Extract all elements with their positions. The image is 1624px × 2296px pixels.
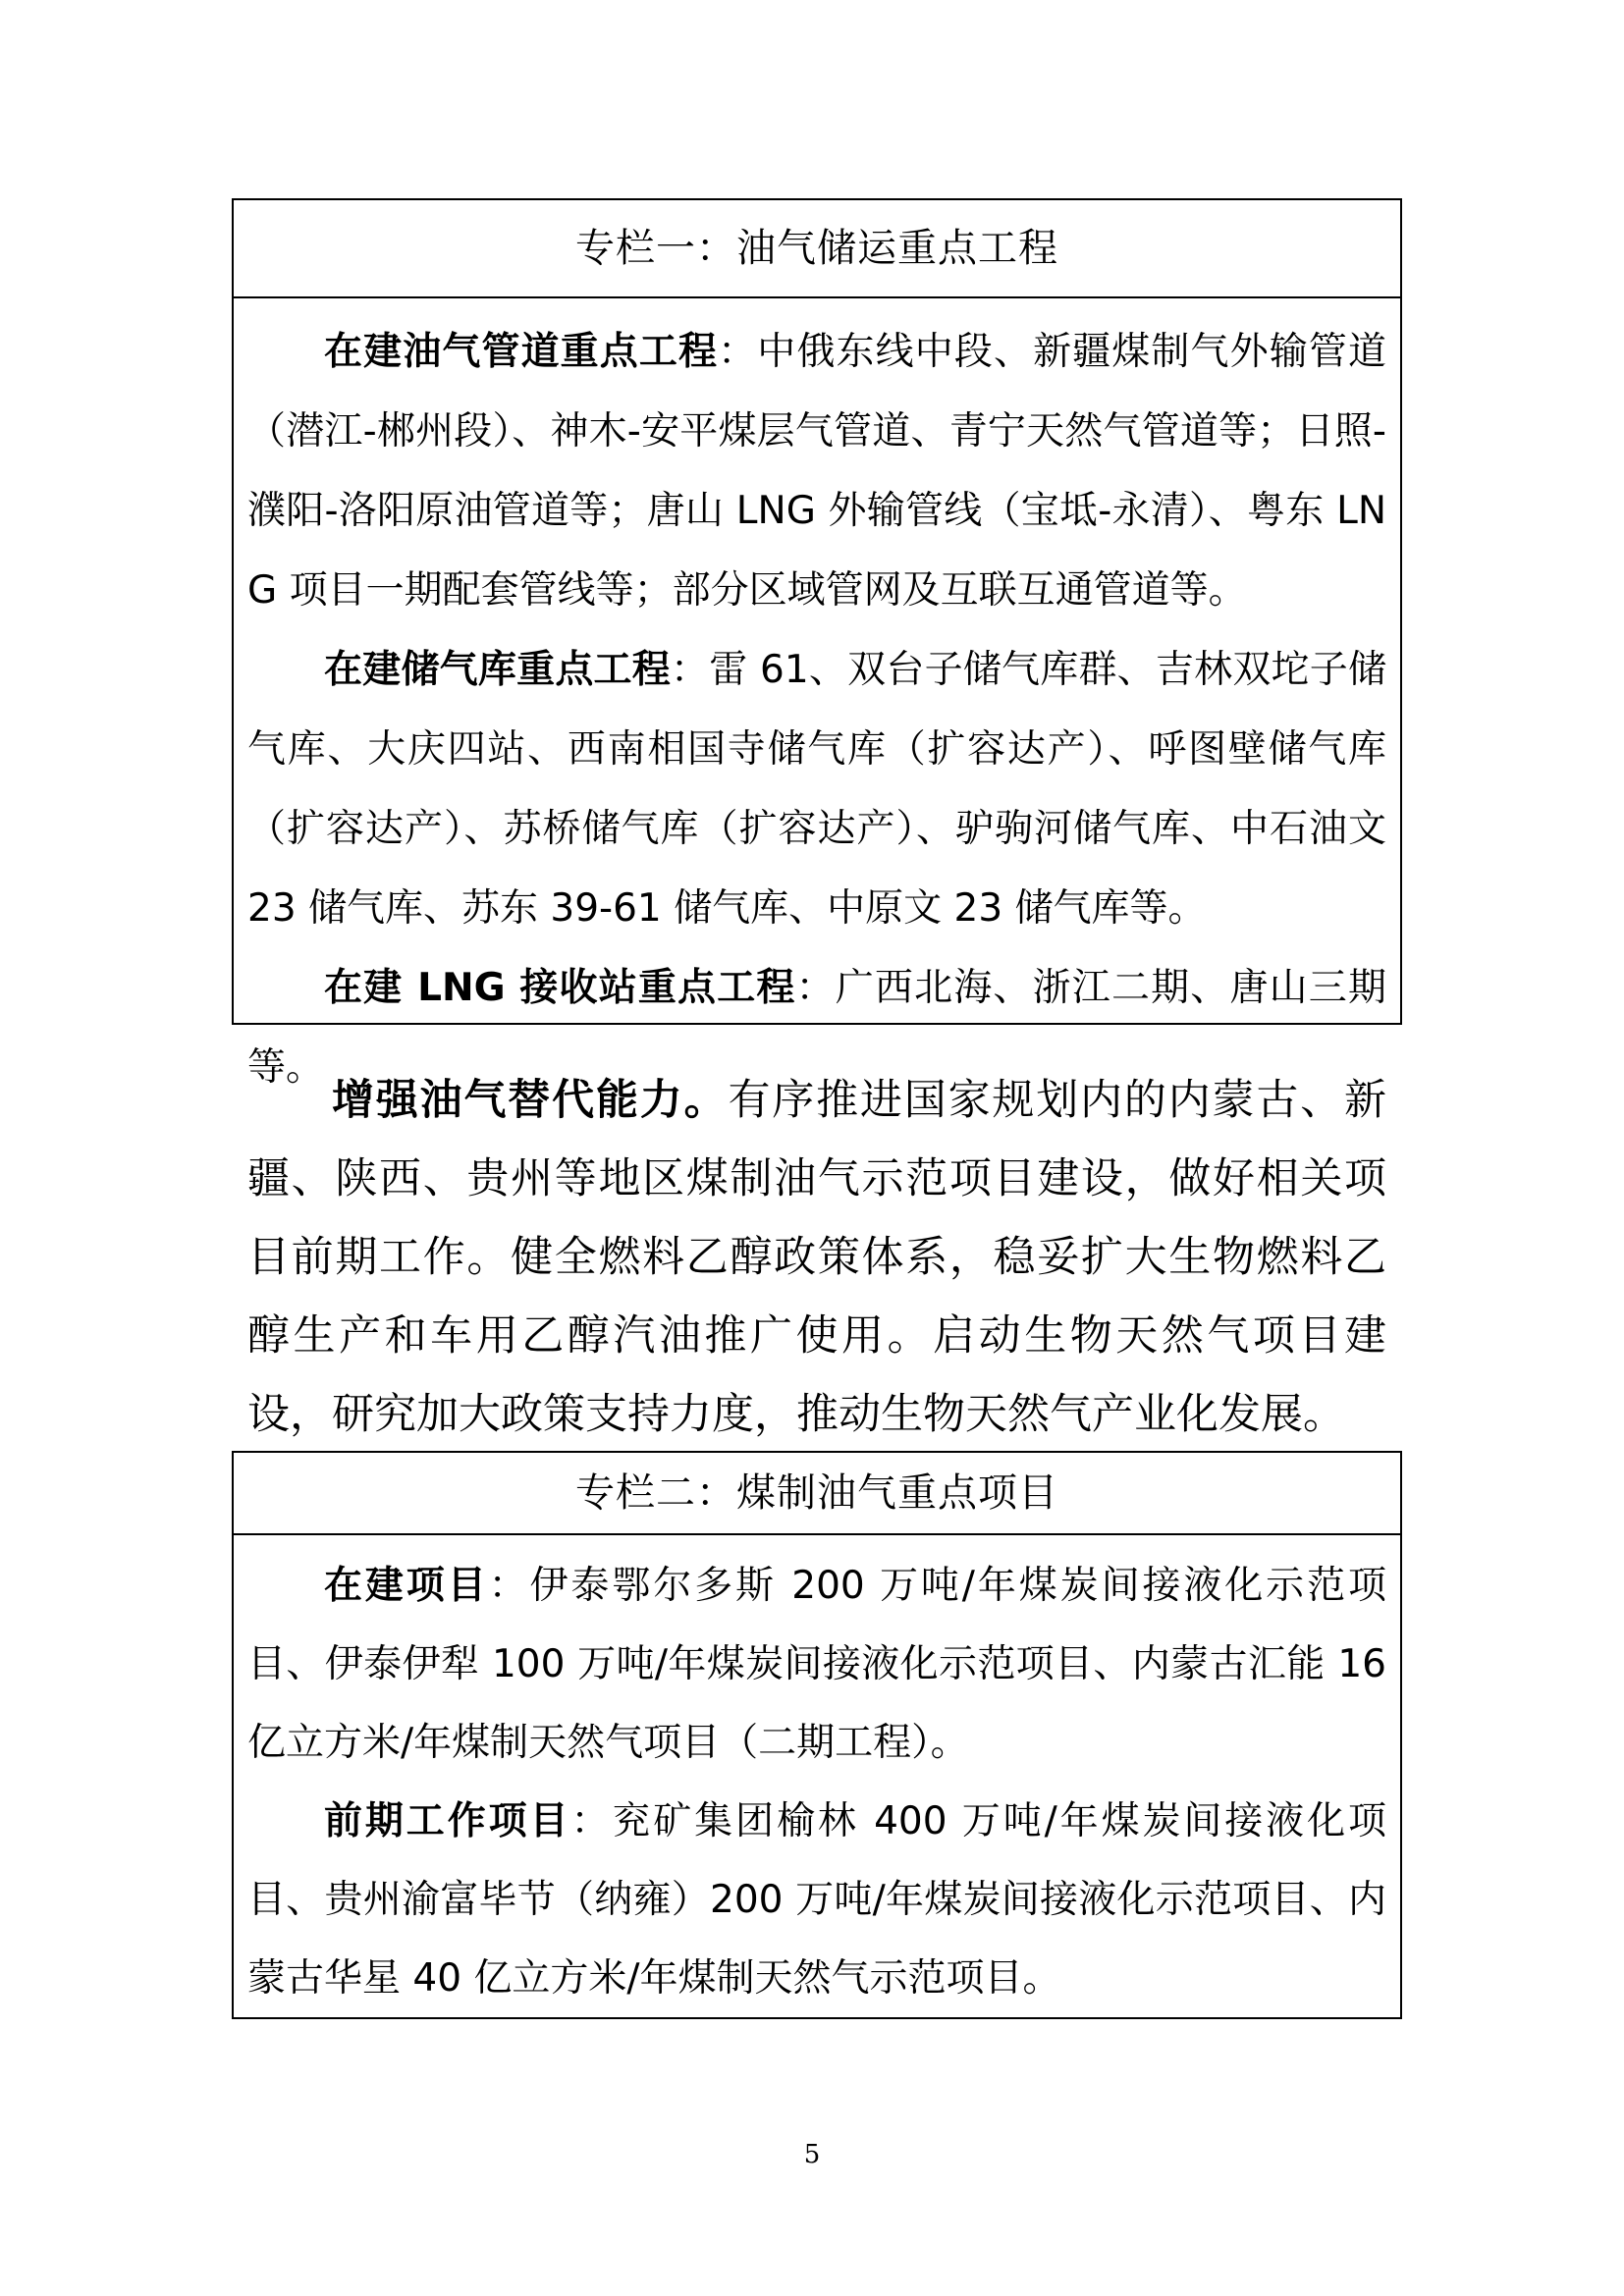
paragraph-text: ：中俄东线中段、新疆煤制气外输管道（潜江-郴州段）、神木-安平煤层气管道、青宁天然气管道等；日照-濮阳-洛阳原油管道等；唐山 LNG 外输管线（宝坻-永清）、粤东 LNG 项目一期配套管线等；部分区域管网及互联互通管道等。 xyxy=(247,330,1386,613)
page-number: 5 xyxy=(803,2140,821,2169)
paragraph-text: ：雷 61、双台子储气库群、吉林双坨子储气库、大庆四站、西南相国寺储气库（扩容达产）、呼图壁储气库（扩容达产）、苏桥储气库（扩容达产）、驴驹河储气库、中石油文 23 储气库、苏东 39-61 储气库、中原文 23 储气库等。 xyxy=(247,648,1386,931)
column-title: 专栏一：油气储运重点工程 xyxy=(234,200,1400,298)
column-body xyxy=(234,298,1400,1107)
paragraph-text: ：兖矿集团榆林 400 万吨/年煤炭间接液化项目、贵州渝富毕节（纳雍）200 万吨/年煤炭间接液化示范项目、内蒙古华星 40 亿立方米/年煤制天然气示范项目。 xyxy=(247,1799,1386,2001)
paragraph-lead: 在建 LNG 接收站重点工程 xyxy=(324,966,796,1010)
column-paragraph xyxy=(247,1783,1386,2018)
column-paragraph xyxy=(247,1547,1386,1783)
column-body xyxy=(234,1535,1400,2018)
column-title: 专栏二：煤制油气重点项目 xyxy=(234,1453,1400,1535)
body-paragraph xyxy=(247,1061,1386,1454)
column-box-coal-to-oil-gas xyxy=(232,1451,1402,2019)
paragraph-lead: 在建油气管道重点工程 xyxy=(324,330,719,374)
column-paragraph xyxy=(247,630,1386,948)
paragraph-text: ：伊泰鄂尔多斯 200 万吨/年煤炭间接液化示范项目、伊泰伊犁 100 万吨/年煤炭间接液化示范项目、内蒙古汇能 16 亿立方米/年煤制天然气项目（二期工程）。 xyxy=(247,1564,1386,1765)
column-box-oil-gas-storage xyxy=(232,198,1402,1090)
paragraph-text: ：广西北海、浙江二期、唐山三期等。 xyxy=(247,966,1386,1090)
paragraph-lead: 增强油气替代能力。 xyxy=(332,1076,729,1125)
paragraph-lead: 在建储气库重点工程 xyxy=(324,648,671,692)
column-paragraph xyxy=(247,312,1386,630)
paragraph-text: 有序推进国家规划内的内蒙古、新疆、陕西、贵州等地区煤制油气示范项目建设，做好相关项目前期工作。健全燃料乙醇政策体系，稳妥扩大生物燃料乙醇生产和车用乙醇汽油推广使用。启动生物天然气项目建设，研究加大政策支持力度，推动生物天然气产业化发展。 xyxy=(247,1076,1387,1439)
paragraph-lead: 在建项目 xyxy=(324,1564,489,1608)
paragraph-lead: 前期工作项目 xyxy=(324,1799,571,1843)
